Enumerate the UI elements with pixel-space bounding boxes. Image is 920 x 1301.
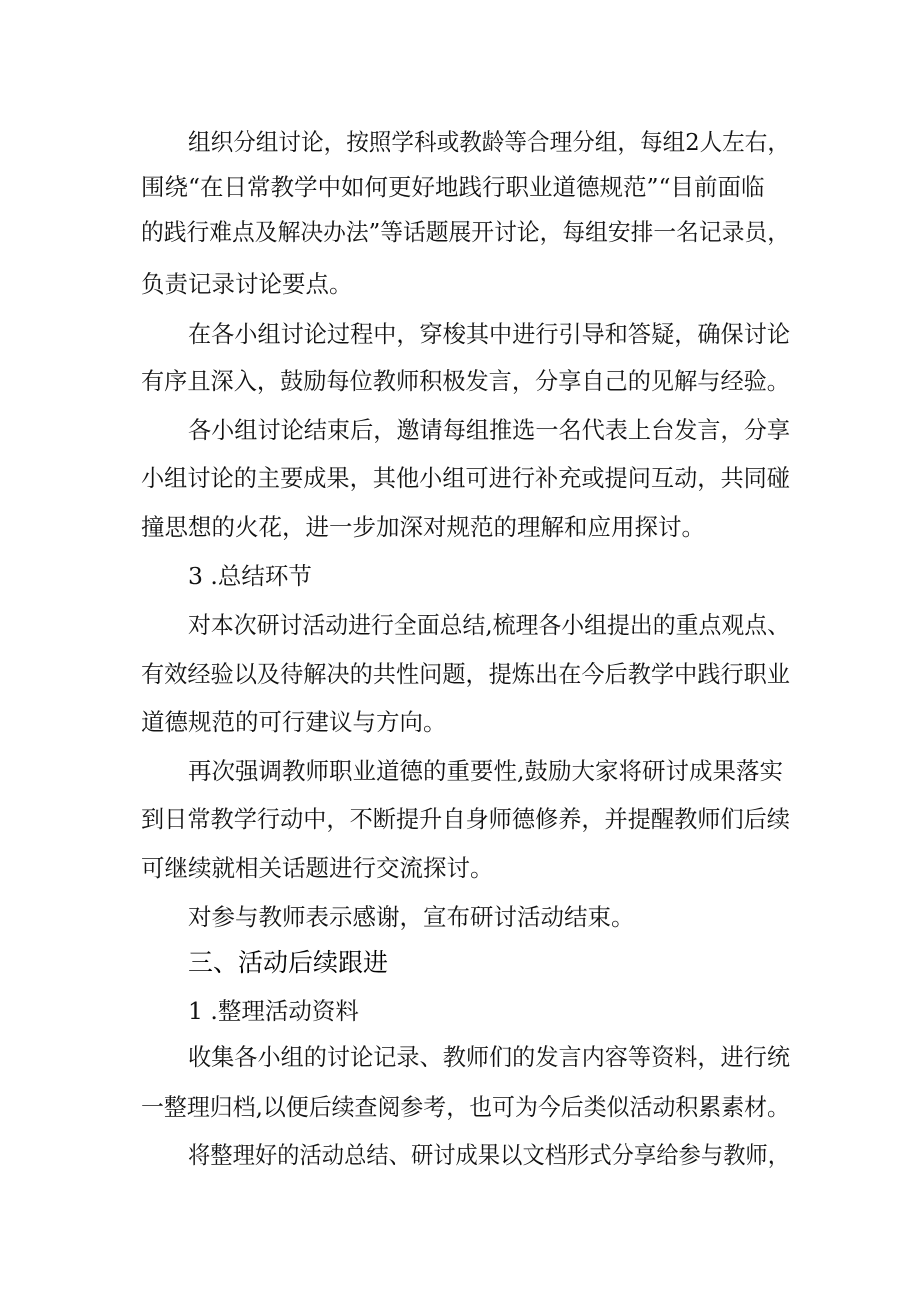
text-line: 的践行难点及解决办法”等话题展开讨论，每组安排一名记录员， bbox=[141, 218, 790, 246]
text-line: 各小组讨论结束后，邀请每组推选一名代表上台发言，分享 bbox=[188, 416, 791, 444]
text-line: 可继续就相关话题进行交流探讨。 bbox=[141, 854, 494, 882]
paragraph-line bbox=[0, 117, 920, 167]
text-line: 小组讨论的主要成果，其他小组可进行补充或提问互动，共同碰 bbox=[141, 464, 790, 492]
subsection-title bbox=[0, 986, 920, 1036]
paragraph-line bbox=[0, 502, 920, 552]
text-line: 一整理归档,以便后续查阅参考，也可为今后类似活动积累素材。 bbox=[141, 1093, 790, 1121]
text-line: 到日常教学行动中，不断提升自身师德修养，并提醒教师们后续 bbox=[141, 805, 790, 833]
part-heading-text: 三、活动后续跟进 bbox=[188, 948, 389, 977]
paragraph-line bbox=[0, 309, 920, 359]
paragraph-line bbox=[0, 794, 920, 844]
paragraph-line bbox=[0, 207, 920, 257]
text-line: 有序且深入，鼓励每位教师积极发言，分享自己的见解与经验。 bbox=[141, 367, 790, 395]
paragraph-line bbox=[0, 405, 920, 455]
text-line: 对参与教师表示感谢，宣布研讨活动结束。 bbox=[188, 903, 635, 931]
subsection-title-text: 1 .整理活动资料 bbox=[188, 997, 359, 1025]
text-line: 负责记录讨论要点。 bbox=[141, 270, 353, 298]
section-title-text: 3 .总结环节 bbox=[188, 562, 312, 590]
text-line: 撞思想的火花，进一步加深对规范的理解和应用探讨。 bbox=[141, 513, 705, 541]
text-line: 组织分组讨论，按照学科或教龄等合理分组，每组2人左右， bbox=[188, 128, 790, 156]
paragraph-line bbox=[0, 843, 920, 893]
paragraph-line bbox=[0, 1130, 920, 1180]
text-line: 道德规范的可行建议与方向。 bbox=[141, 708, 447, 736]
paragraph-line bbox=[0, 1032, 920, 1082]
paragraph-line bbox=[0, 697, 920, 747]
paragraph-line bbox=[0, 600, 920, 650]
section-title bbox=[0, 551, 920, 601]
text-line: 有效经验以及待解决的共性问题，提炼出在今后教学中践行职业 bbox=[141, 660, 790, 688]
part-heading bbox=[0, 938, 920, 988]
paragraph-line bbox=[0, 746, 920, 796]
text-line: 收集各小组的讨论记录、教师们的发言内容等资料，进行统 bbox=[188, 1043, 791, 1071]
paragraph-line bbox=[0, 649, 920, 699]
text-line: 对本次研讨活动进行全面总结,梳理各小组提出的重点观点、 bbox=[188, 611, 790, 639]
paragraph-line bbox=[0, 1082, 920, 1132]
text-line: 在各小组讨论过程中，穿梭其中进行引导和答疑，确保讨论 bbox=[188, 320, 791, 348]
text-line: 围绕“在日常教学中如何更好地践行职业道德规范”“目前面临 bbox=[141, 173, 765, 201]
paragraph-line bbox=[0, 892, 920, 942]
paragraph-line bbox=[0, 162, 920, 212]
text-line: 再次强调教师职业道德的重要性,鼓励大家将研讨成果落实 bbox=[188, 757, 783, 785]
paragraph-line bbox=[0, 259, 920, 309]
paragraph-line bbox=[0, 356, 920, 406]
paragraph-line bbox=[0, 453, 920, 503]
text-line: 将整理好的活动总结、研讨成果以文档形式分享给参与教师， bbox=[188, 1141, 791, 1169]
